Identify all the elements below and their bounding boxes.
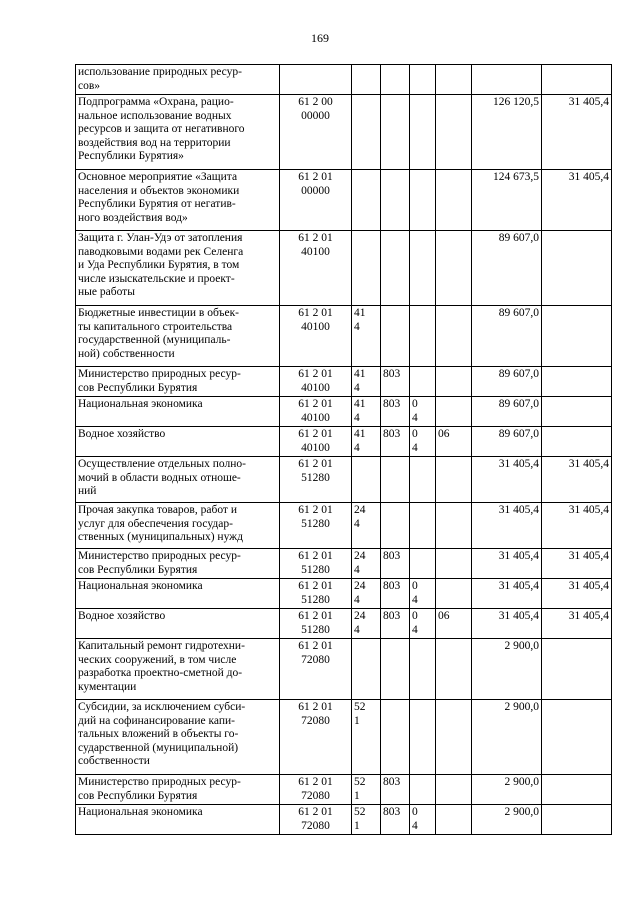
row-name-cell: Осуществление отдельных полно- мочий в области водных отноше- ний <box>76 457 280 503</box>
expense-type-cell <box>352 639 381 700</box>
amount-year2-cell: 31 405,4 <box>542 549 612 579</box>
expense-type-cell: 24 4 <box>352 579 381 609</box>
budget-manager-cell <box>381 65 410 95</box>
row-name-cell: Водное хозяйство <box>76 609 280 639</box>
table-row <box>76 397 612 427</box>
amount-year1-cell: 31 405,4 <box>472 457 542 503</box>
target-article-cell: 61 2 01 51280 <box>280 457 352 503</box>
budget-manager-cell: 803 <box>381 609 410 639</box>
budget-table <box>75 64 612 835</box>
subsection-cell <box>436 579 472 609</box>
target-article-cell: 61 2 01 72080 <box>280 805 352 835</box>
target-article-cell: 61 2 01 00000 <box>280 170 352 231</box>
subsection-cell <box>436 503 472 549</box>
amount-year2-cell: 31 405,4 <box>542 579 612 609</box>
table-row <box>76 95 612 170</box>
row-name-cell: Защита г. Улан-Удэ от затопления паводковыми водами рек Селенга и Уда Республики Бурятия, в том числе изыскательские и проект- ные работы <box>76 231 280 306</box>
row-name-cell: Национальная экономика <box>76 579 280 609</box>
subsection-cell <box>436 775 472 805</box>
expense-type-cell: 24 4 <box>352 609 381 639</box>
subsection-cell <box>436 367 472 397</box>
amount-year1-cell: 31 405,4 <box>472 609 542 639</box>
expense-type-cell <box>352 65 381 95</box>
page-number: 169 <box>311 31 329 45</box>
budget-manager-cell <box>381 95 410 170</box>
budget-manager-cell <box>381 231 410 306</box>
budget-manager-cell <box>381 306 410 367</box>
row-name-cell: Подпрограмма «Охрана, рацио- нальное использование водных ресурсов и защита от негативного воздействия вод на территории Республики Бурятия» <box>76 95 280 170</box>
budget-manager-cell: 803 <box>381 579 410 609</box>
amount-year2-cell: 31 405,4 <box>542 503 612 549</box>
section-cell <box>410 700 436 775</box>
amount-year2-cell <box>542 367 612 397</box>
budget-manager-cell <box>381 700 410 775</box>
amount-year1-cell: 89 607,0 <box>472 397 542 427</box>
expense-type-cell <box>352 170 381 231</box>
subsection-cell <box>436 805 472 835</box>
row-name-cell: использование природных ресур- сов» <box>76 65 280 95</box>
subsection-cell <box>436 95 472 170</box>
target-article-cell: 61 2 01 51280 <box>280 549 352 579</box>
section-cell: 0 4 <box>410 609 436 639</box>
subsection-cell <box>436 549 472 579</box>
expense-type-cell: 41 4 <box>352 306 381 367</box>
subsection-cell: 06 <box>436 427 472 457</box>
table-row <box>76 775 612 805</box>
subsection-cell <box>436 65 472 95</box>
budget-manager-cell <box>381 457 410 503</box>
amount-year2-cell: 31 405,4 <box>542 95 612 170</box>
expense-type-cell: 24 4 <box>352 549 381 579</box>
row-name-cell: Водное хозяйство <box>76 427 280 457</box>
table-row <box>76 427 612 457</box>
table-row <box>76 367 612 397</box>
target-article-cell: 61 2 01 40100 <box>280 306 352 367</box>
amount-year1-cell: 2 900,0 <box>472 639 542 700</box>
budget-manager-cell: 803 <box>381 549 410 579</box>
section-cell: 0 4 <box>410 805 436 835</box>
budget-manager-cell <box>381 503 410 549</box>
amount-year1-cell: 2 900,0 <box>472 805 542 835</box>
table-row <box>76 700 612 775</box>
budget-manager-cell: 803 <box>381 805 410 835</box>
target-article-cell: 61 2 00 00000 <box>280 95 352 170</box>
amount-year2-cell <box>542 65 612 95</box>
amount-year2-cell: 31 405,4 <box>542 457 612 503</box>
target-article-cell: 61 2 01 72080 <box>280 775 352 805</box>
amount-year2-cell: 31 405,4 <box>542 170 612 231</box>
section-cell <box>410 306 436 367</box>
section-cell <box>410 503 436 549</box>
target-article-cell: 61 2 01 72080 <box>280 700 352 775</box>
amount-year1-cell: 31 405,4 <box>472 549 542 579</box>
subsection-cell <box>436 700 472 775</box>
amount-year1-cell: 31 405,4 <box>472 579 542 609</box>
row-name-cell: Субсидии, за исключением субси- дий на софинансирование капи- тальных вложений в объекты го- сударственной (муниципальной) собственности <box>76 700 280 775</box>
table-row <box>76 805 612 835</box>
table-row <box>76 231 612 306</box>
target-article-cell: 61 2 01 72080 <box>280 639 352 700</box>
amount-year2-cell <box>542 805 612 835</box>
target-article-cell: 61 2 01 40100 <box>280 231 352 306</box>
row-name-cell: Министерство природных ресур- сов Республики Бурятия <box>76 549 280 579</box>
expense-type-cell: 52 1 <box>352 805 381 835</box>
row-name-cell: Министерство природных ресур- сов Республики Бурятия <box>76 367 280 397</box>
table-row <box>76 170 612 231</box>
amount-year2-cell <box>542 306 612 367</box>
subsection-cell <box>436 231 472 306</box>
expense-type-cell: 41 4 <box>352 367 381 397</box>
row-name-cell: Основное мероприятие «Защита населения и объектов экономики Республики Бурятия от негатив- ного воздействия вод» <box>76 170 280 231</box>
target-article-cell: 61 2 01 51280 <box>280 579 352 609</box>
table-row <box>76 503 612 549</box>
row-name-cell: Министерство природных ресур- сов Республики Бурятия <box>76 775 280 805</box>
target-article-cell: 61 2 01 40100 <box>280 427 352 457</box>
target-article-cell <box>280 65 352 95</box>
amount-year1-cell: 89 607,0 <box>472 367 542 397</box>
row-name-cell: Бюджетные инвестиции в объек- ты капитального строительства государственной (муниципаль- ной) собственности <box>76 306 280 367</box>
section-cell <box>410 367 436 397</box>
section-cell <box>410 65 436 95</box>
table-row <box>76 306 612 367</box>
amount-year1-cell: 89 607,0 <box>472 231 542 306</box>
subsection-cell <box>436 170 472 231</box>
expense-type-cell: 41 4 <box>352 427 381 457</box>
subsection-cell <box>436 639 472 700</box>
amount-year1-cell: 124 673,5 <box>472 170 542 231</box>
expense-type-cell: 52 1 <box>352 700 381 775</box>
expense-type-cell <box>352 231 381 306</box>
amount-year2-cell <box>542 639 612 700</box>
subsection-cell <box>436 306 472 367</box>
budget-manager-cell: 803 <box>381 367 410 397</box>
subsection-cell <box>436 397 472 427</box>
section-cell <box>410 549 436 579</box>
row-name-cell: Национальная экономика <box>76 397 280 427</box>
section-cell: 0 4 <box>410 579 436 609</box>
section-cell <box>410 775 436 805</box>
target-article-cell: 61 2 01 40100 <box>280 397 352 427</box>
table-row <box>76 457 612 503</box>
section-cell <box>410 231 436 306</box>
row-name-cell: Национальная экономика <box>76 805 280 835</box>
amount-year2-cell <box>542 427 612 457</box>
expense-type-cell: 41 4 <box>352 397 381 427</box>
section-cell: 0 4 <box>410 397 436 427</box>
budget-manager-cell: 803 <box>381 427 410 457</box>
amount-year2-cell: 31 405,4 <box>542 609 612 639</box>
amount-year1-cell <box>472 65 542 95</box>
expense-type-cell <box>352 95 381 170</box>
amount-year2-cell <box>542 700 612 775</box>
subsection-cell: 06 <box>436 609 472 639</box>
table-row <box>76 609 612 639</box>
target-article-cell: 61 2 01 51280 <box>280 609 352 639</box>
amount-year2-cell <box>542 397 612 427</box>
amount-year1-cell: 89 607,0 <box>472 427 542 457</box>
table-row <box>76 639 612 700</box>
budget-manager-cell <box>381 639 410 700</box>
table-row <box>76 579 612 609</box>
table-row <box>76 65 612 95</box>
target-article-cell: 61 2 01 40100 <box>280 367 352 397</box>
section-cell <box>410 95 436 170</box>
amount-year2-cell <box>542 775 612 805</box>
amount-year1-cell: 31 405,4 <box>472 503 542 549</box>
amount-year1-cell: 126 120,5 <box>472 95 542 170</box>
amount-year2-cell <box>542 231 612 306</box>
target-article-cell: 61 2 01 51280 <box>280 503 352 549</box>
expense-type-cell: 52 1 <box>352 775 381 805</box>
section-cell <box>410 170 436 231</box>
section-cell <box>410 457 436 503</box>
row-name-cell: Прочая закупка товаров, работ и услуг для обеспечения государ- ственных (муниципальных) нужд <box>76 503 280 549</box>
table-row <box>76 549 612 579</box>
section-cell <box>410 639 436 700</box>
amount-year1-cell: 2 900,0 <box>472 775 542 805</box>
section-cell: 0 4 <box>410 427 436 457</box>
budget-manager-cell: 803 <box>381 397 410 427</box>
amount-year1-cell: 89 607,0 <box>472 306 542 367</box>
budget-manager-cell: 803 <box>381 775 410 805</box>
subsection-cell <box>436 457 472 503</box>
budget-manager-cell <box>381 170 410 231</box>
expense-type-cell <box>352 457 381 503</box>
row-name-cell: Капитальный ремонт гидротехни- ческих сооружений, в том числе разработка проектно-сметной до- кументации <box>76 639 280 700</box>
amount-year1-cell: 2 900,0 <box>472 700 542 775</box>
expense-type-cell: 24 4 <box>352 503 381 549</box>
